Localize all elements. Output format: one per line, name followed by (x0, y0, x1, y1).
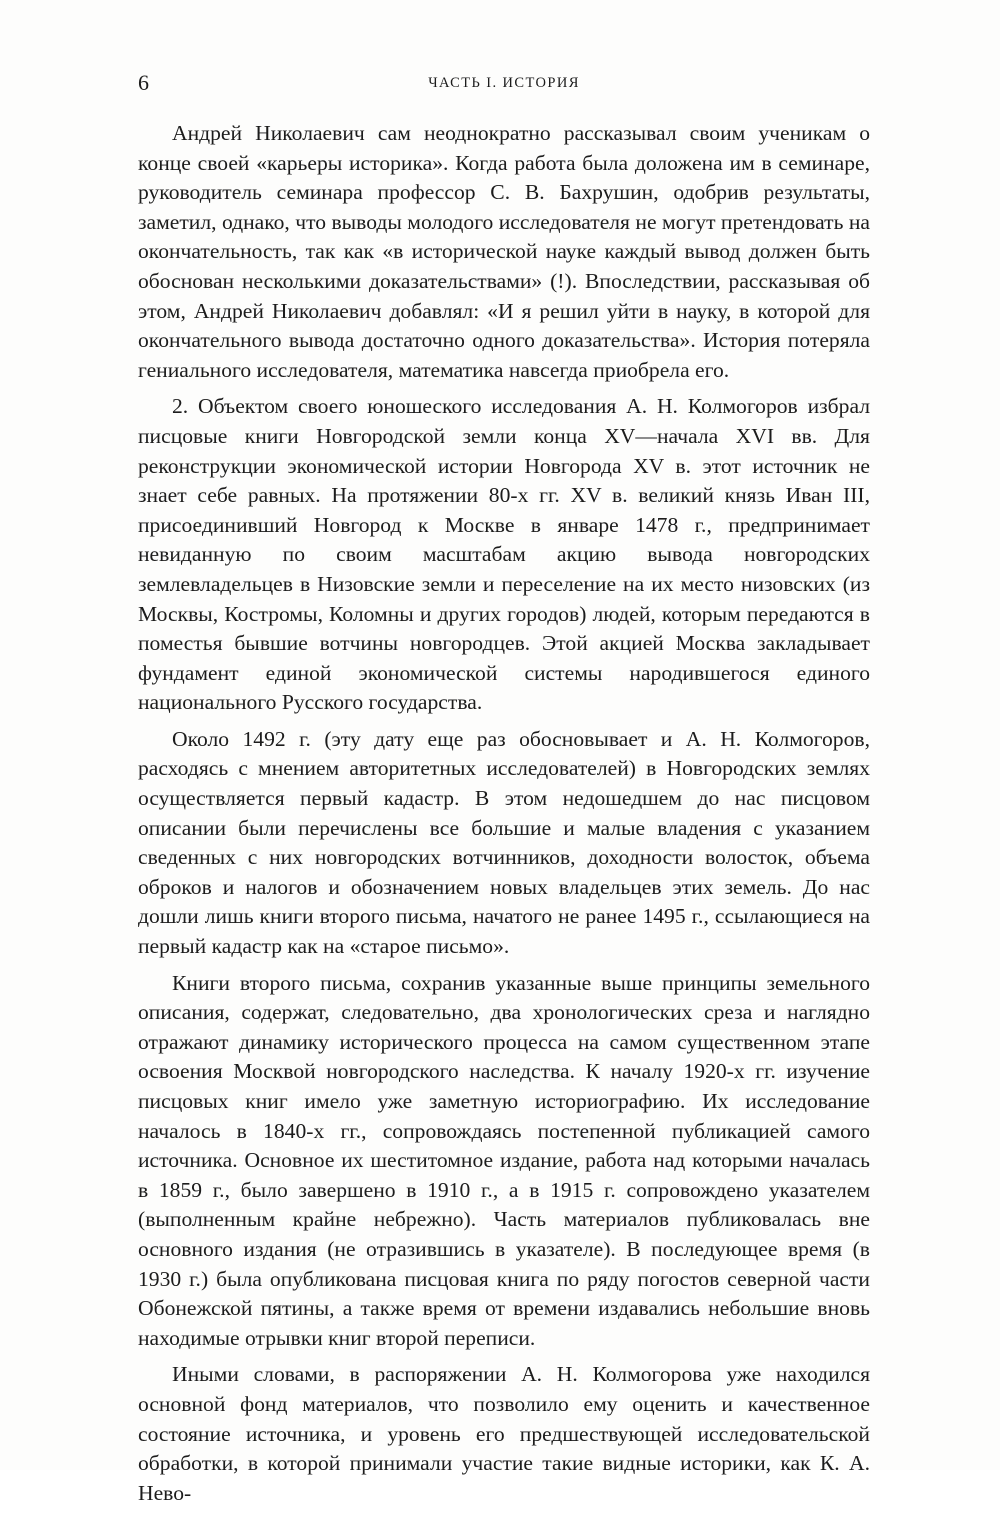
running-header (138, 70, 870, 100)
paragraph-5: Иными словами, в распоряжении А. Н. Колмогорова уже находился основной фонд материалов, что позволило ему оценить и качественное состояние источника, и уровень его предшествующей исследовательской обработки, в которой принимали участие такие видные историки, как К. А. Нево- (138, 1362, 870, 1505)
paragraph-1: Андрей Николаевич сам неоднократно рассказывал своим ученикам о конце своей «карьеры историка». Когда работа была доложена им в семинаре, руководитель семинара профессор С. В. Бахрушин, одобрив результаты, заметил, однако, что выводы молодого исследователя не могут претендовать на окончательность, так как «в исторической науке каждый вывод должен быть обоснован несколькими доказательствами» (!). Впоследствии, рассказывая об этом, Андрей Николаевич добавлял: «И я решил уйти в науку, в которой для окончательного вывода достаточно одного доказательства». История потеряла гениального исследователя, математика навсегда приобрела его. (138, 121, 870, 382)
paragraph-4: Книги второго письма, сохранив указанные выше принципы земельного описания, содержат, следовательно, два хронологических среза и наглядно отражают динамику исторического процесса на самом существенном этапе освоения Москвой новгородского наследства. К началу 1920-х гг. изучение писцовых книг имело уже заметную историографию. Их исследование началось в 1840-х гг., сопровождаясь постепенной публикацией самого источника. Основное их шеститомное издание, работа над которыми началась в 1859 г., было завершено в 1910 г., а в 1915 г. сопровождено указателем (выполненным крайне небрежно). Часть материалов публиковалась вне основного издания (не отразившись в указателе). В последующее время (в 1930 г.) была опубликована писцовая книга по ряду погостов северной части Обонежской пятины, а также время от времени издавались небольшие вновь находимые отрывки книг второй переписи. (138, 970, 870, 1350)
running-title: ЧАСТЬ I. ИСТОРИЯ (428, 75, 580, 91)
page-number: 6 (138, 70, 149, 95)
paragraph-2: 2. Объектом своего юношеского исследования А. Н. Колмогоров избрал писцовые книги Новгородской земли конца XV—начала XVI вв. Для реконструкции экономической истории Новгорода XV в. этот источник не знает себе равных. На протяжении 80-х гг. XV в. великий князь Иван III, присоединивший Новгород к Москве в январе 1478 г., предпринимает невиданную по своим масштабам акцию вывода новгородских землевладельцев в Низовские земли и переселение на их место низовских (из Москвы, Костромы, Коломны и других городов) людей, которым передаются в поместья бывшие вотчины новгородцев. Этой акцией Москва закладывает фундамент единой экономической системы народившегося единого национального Русского государства. (138, 394, 870, 715)
paragraph-3: Около 1492 г. (эту дату еще раз обосновывает и А. Н. Колмогоров, расходясь с мнением авторитетных исследователей) в Новгородских землях осуществляется первый кадастр. В этом недошедшем до нас писцовом описании были перечислены все большие и малые владения с указанием сведенных с них новгородских вотчинников, доходности волосток, объема оброков и налогов и обозначением новых владельцев этих земель. До нас дошли лишь книги второго письма, начатого не ранее 1495 г., ссылающиеся на первый кадастр как на «старое письмо». (138, 726, 870, 959)
body-text (138, 119, 870, 1515)
